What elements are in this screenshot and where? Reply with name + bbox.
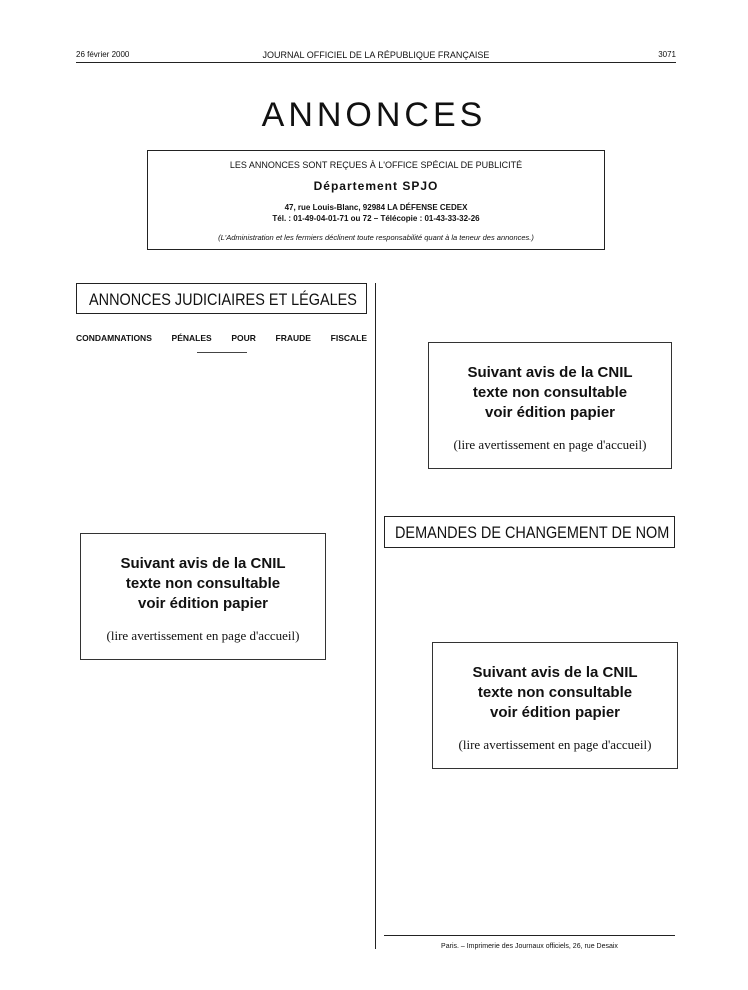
cnil-line3: voir édition papier — [137, 595, 269, 612]
cnil-line1: Suivant avis de la CNIL — [120, 555, 286, 572]
info-box-address: 47, rue Louis-Blanc, 92984 LA DÉFENSE CEDEX — [284, 203, 468, 212]
cnil-notice-right-top — [428, 342, 672, 469]
cnil-line2: texte non consultable — [472, 384, 628, 401]
cnil-line2: texte non consultable — [125, 575, 281, 592]
header-date: 26 février 2000 — [76, 50, 130, 59]
cnil-note: (lire avertissement en page d'accueil) — [458, 737, 652, 752]
info-box-disclaimer: (L'Administration et les fermiers déclinent toute responsabilité quant à la teneur des annonces.) — [218, 233, 534, 242]
subsection-title: CONDAMNATIONS PÉNALES POUR FRAUDE FISCALE — [76, 333, 367, 343]
footer-rule — [384, 935, 675, 936]
info-box-department: Département SPJO — [313, 179, 439, 193]
header-page-number: 3071 — [658, 50, 676, 59]
column-divider — [375, 283, 376, 949]
cnil-line3: voir édition papier — [489, 704, 621, 721]
cnil-line1: Suivant avis de la CNIL — [472, 664, 638, 681]
footer-imprint: Paris. – Imprimerie des Journaux officiels, 26, rue Desaix — [441, 943, 618, 950]
section-title-changement-de-nom — [384, 516, 675, 548]
info-box-line1: LES ANNONCES SONT REÇUES À L'OFFICE SPÉCIAL DE PUBLICITÉ — [229, 160, 523, 170]
cnil-line2: texte non consultable — [477, 684, 633, 701]
cnil-notice-left — [80, 533, 326, 660]
cnil-note: (lire avertissement en page d'accueil) — [106, 628, 300, 643]
info-box — [147, 150, 605, 250]
subsection-rule — [197, 352, 247, 353]
cnil-line1: Suivant avis de la CNIL — [467, 364, 633, 381]
page-title: ANNONCES — [261, 96, 487, 134]
cnil-notice-right-bottom — [432, 642, 678, 769]
section-title-annonces-judiciaires — [76, 283, 367, 314]
section-title-text: ANNONCES JUDICIAIRES ET LÉGALES — [89, 290, 357, 309]
cnil-note: (lire avertissement en page d'accueil) — [453, 437, 647, 452]
info-box-phone: Tél. : 01-49-04-01-71 ou 72 – Télécopie : 01-43-33-32-26 — [272, 214, 480, 223]
header-rule — [76, 62, 676, 63]
header-journal-title: JOURNAL OFFICIEL DE LA RÉPUBLIQUE FRANÇAISE — [262, 50, 490, 60]
section-title-text: DEMANDES DE CHANGEMENT DE NOM — [395, 523, 670, 542]
cnil-line3: voir édition papier — [484, 404, 616, 421]
